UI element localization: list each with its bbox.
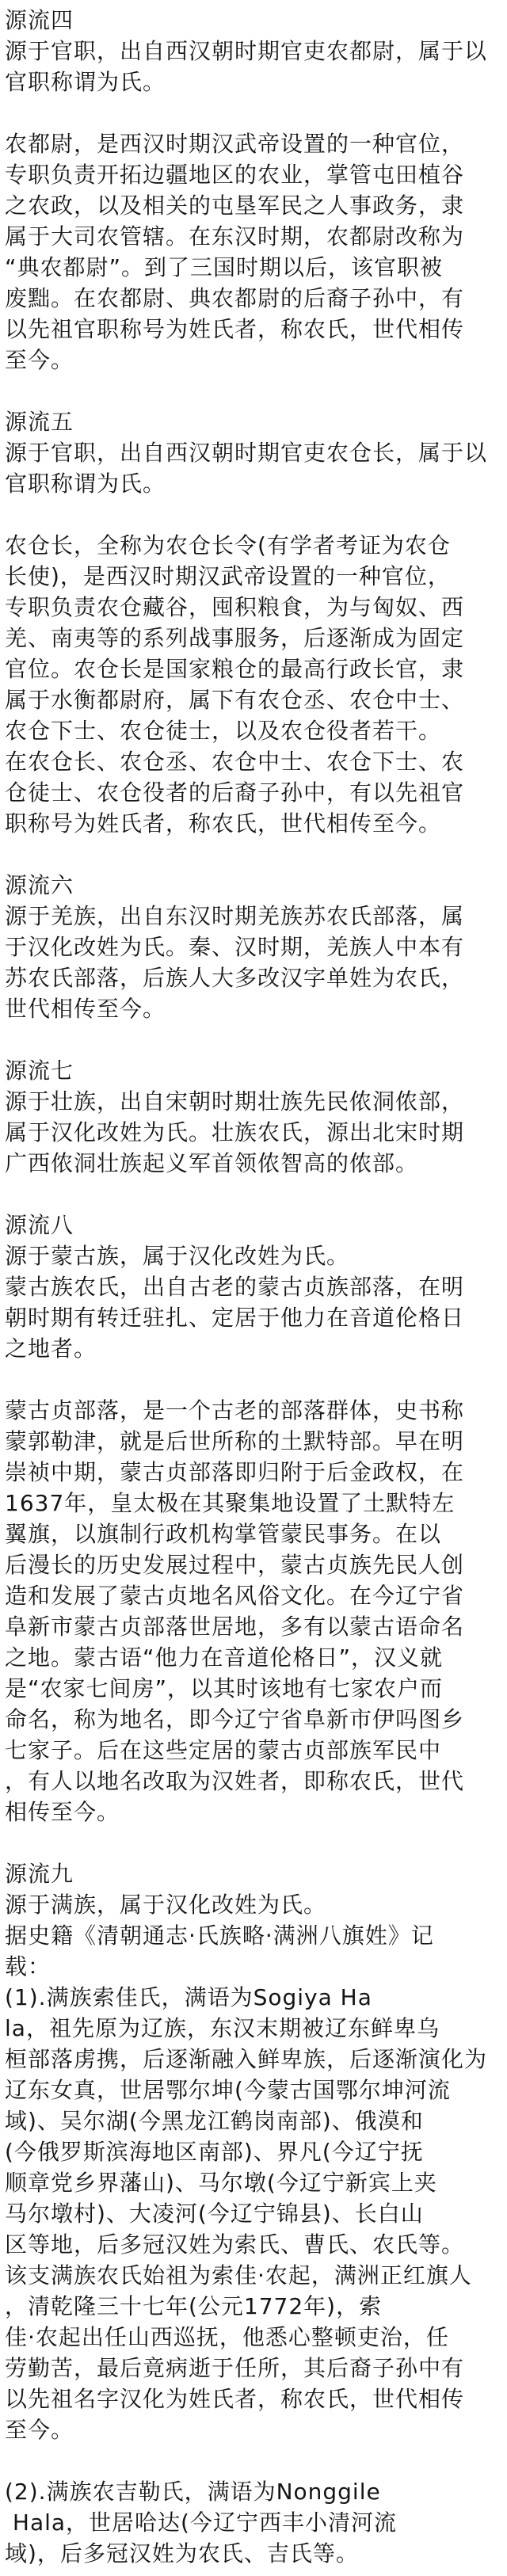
paragraph — [5, 1086, 501, 1179]
source-section — [5, 5, 501, 375]
text-line: 劳勤苦，最后竟病逝于任所，其后裔子孙中有 — [5, 2355, 465, 2381]
text-line: 源于官职，出自西汉朝时期官吏农都尉，属于以 — [5, 38, 488, 64]
text-line: 源于蒙古族，属于汉化改姓为氏。 — [5, 1243, 350, 1269]
section-title: 源流七 — [5, 1057, 74, 1084]
text-line: ，清乾隆三十七年(公元1772年)，索 — [5, 2293, 383, 2319]
source-section — [5, 1210, 501, 1827]
text-line: 崇祯中期，蒙古贞部落即归附于后金政权，在 — [5, 1459, 465, 1485]
text-line: 羌、南夷等的系列战事服务，后逐渐成为固定 — [5, 625, 465, 651]
text-line: 官职称谓为氏。 — [5, 471, 166, 497]
paragraph — [5, 437, 501, 499]
text-line: 农都尉，是西汉时期汉武帝设置的一种官位， — [5, 131, 465, 157]
text-line: Hala，世居哈达(今辽宁西丰小清河流 — [5, 2509, 397, 2536]
text-line: 蒙古族农氏，出自古老的蒙古贞族部落，在明 — [5, 1274, 465, 1300]
text-line: 造和发展了蒙古贞地名风俗文化。在今辽宁省 — [5, 1583, 465, 1609]
text-line: 专职负责开拓边疆地区的农业，掌管屯田植谷 — [5, 162, 465, 188]
text-line: 之地者。 — [5, 1336, 97, 1362]
text-line: 辽东女真，世居鄂尔坤(今蒙古国鄂尔坤河流 — [5, 2077, 451, 2103]
text-line: 七家子。后在这些定居的蒙古贞部族军民中 — [5, 1737, 442, 1763]
section-title: 源流八 — [5, 1212, 74, 1238]
text-line: 该支满族农氏始祖为索佳·农起，满洲正红旗人 — [5, 2262, 472, 2288]
source-section — [5, 1858, 501, 2569]
text-line: 世代相传至今。 — [5, 996, 166, 1022]
text-line: ，有人以地名改取为汉姓者，即称农氏，世代 — [5, 1768, 465, 1794]
text-line: 区等地，后多冠汉姓为索氏、曹氏、农氏等。 — [5, 2231, 465, 2258]
text-line: 至今。 — [5, 2417, 74, 2443]
text-line: 后漫长的历史发展过程中，蒙古贞族先民人创 — [5, 1552, 465, 1578]
text-line: (今俄罗斯滨海地区南部)、界凡(今辽宁抚 — [5, 2139, 424, 2165]
text-line: 蒙古贞部落，是一个古老的部落群体，史书称 — [5, 1397, 465, 1423]
text-line: 广西侬洞壮族起义军首领侬智高的侬部。 — [5, 1150, 419, 1176]
text-line: 蒙郭勒津，就是后世所称的土默特部。早在明 — [5, 1428, 465, 1454]
text-line: 1637年，皇太极在其聚集地设置了土默特左 — [5, 1490, 456, 1516]
paragraph — [5, 1395, 501, 1827]
text-line: 载： — [5, 1953, 51, 1980]
text-line: (1).满族索佳氏，满语为Sogiya Ha — [5, 1984, 372, 2010]
text-line: 源于官职，出自西汉朝时期官吏农仓长，属于以 — [5, 440, 488, 466]
text-line: 长使)，是西汉时期汉武帝设置的一种官位， — [5, 563, 451, 589]
text-line: 属于大司农管辖。在东汉时期，农都尉改称为 — [5, 223, 465, 250]
section-title: 源流五 — [5, 409, 74, 435]
text-line: 属于汉化改姓为氏。壮族农氏，源出北宋时期 — [5, 1119, 465, 1145]
text-line: 仓徒士、农仓役者的后裔子孙中，有以先祖官 — [5, 779, 465, 806]
text-line: 源于满族，属于汉化改姓为氏。 — [5, 1892, 327, 1918]
text-line: 于汉化改姓为氏。秦、汉时期，羌族人中本有 — [5, 934, 465, 960]
text-line: 源于羌族，出自东汉时期羌族苏农氏部落，属 — [5, 903, 465, 929]
paragraph — [5, 1889, 501, 2445]
section-title: 源流六 — [5, 872, 74, 898]
text-line: la，祖先原为辽族，东汉末期被辽东鲜卑乌 — [5, 2015, 440, 2041]
text-line: 之农政，以及相关的屯垦军民之人事政务，隶 — [5, 192, 465, 219]
text-line: 源于壮族，出自宋朝时期壮族先民侬洞侬部， — [5, 1088, 465, 1115]
text-line: 相传至今。 — [5, 1799, 120, 1825]
text-line: 朝时期有转迁驻扎、定居于他力在音道伦格日 — [5, 1305, 465, 1331]
text-line: 以先祖官职称号为姓氏者，称农氏，世代相传 — [5, 316, 465, 342]
text-line: 佳·农起出任山西巡抚，他悉心整顿吏治，任 — [5, 2324, 449, 2350]
text-line: 桓部落虏携，后逐渐融入鲜卑族，后逐渐演化为 — [5, 2046, 488, 2072]
text-line: 顺章党乡界藩山)、马尔墩(今辽宁新宾上夹 — [5, 2170, 437, 2196]
text-line: 翼旗，以旗制行政机构掌管蒙民事务。在以 — [5, 1521, 442, 1547]
section-title: 源流四 — [5, 7, 74, 33]
paragraph — [5, 901, 501, 1024]
text-line: 专职负责农仓藏谷，囤积粮食，为与匈奴、西 — [5, 594, 465, 620]
text-line: 马尔墩村)、大凌河(今辽宁锦县)、长白山 — [5, 2201, 424, 2227]
text-line: 命名，称为地名，即今辽宁省阜新市伊吗图乡 — [5, 1706, 465, 1732]
source-section — [5, 1055, 501, 1179]
source-section — [5, 870, 501, 1024]
text-line: 阜新市蒙古贞部落世居地，多有以蒙古语命名 — [5, 1614, 465, 1640]
paragraph — [5, 530, 501, 839]
text-line: 以先祖名字汉化为姓氏者，称农氏，世代相传 — [5, 2386, 465, 2412]
text-line: “典农都尉”。到了三国时期以后，该官职被 — [5, 254, 444, 280]
text-line: 官位。农仓长是国家粮仓的最高行政长官，隶 — [5, 656, 465, 682]
text-line: 是“农家七间房”，以其时该地有七家农户而 — [5, 1675, 444, 1701]
source-section — [5, 406, 501, 839]
paragraph — [5, 36, 501, 97]
text-line: 在农仓长、农仓丞、农仓中士、农仓下士、农 — [5, 749, 465, 775]
text-line: 苏农氏部落，后族人大多改汉字单姓为农氏， — [5, 965, 465, 991]
text-line: 域)，后多冠汉姓为农氏、吉氏等。 — [5, 2540, 359, 2566]
text-line: 据史籍《清朝通志·氏族略·满洲八旗姓》记 — [5, 1922, 434, 1949]
text-line: 农仓下士、农仓徒士，以及农仓役者若干。 — [5, 718, 442, 744]
text-line: 属于水衡都尉府，属下有农仓丞、农仓中士、 — [5, 687, 465, 713]
text-line: 官职称谓为氏。 — [5, 69, 166, 95]
text-line: (2).满族农吉勒氏，满语为Nonggile — [5, 2479, 381, 2505]
section-title: 源流九 — [5, 1861, 74, 1887]
text-line: 农仓长，全称为农仓长令(有学者考证为农仓 — [5, 532, 451, 558]
text-line: 之地。蒙古语“他力在音道伦格日”，汉义就 — [5, 1644, 444, 1671]
text-line: 域)、吴尔湖(今黑龙江鹤岗南部)、俄漠和 — [5, 2108, 424, 2134]
paragraph — [5, 2476, 501, 2569]
text-line: 职称号为姓氏者，称农氏，世代相传至今。 — [5, 810, 442, 836]
text-line: 废黜。在农都尉、典农都尉的后裔子孙中，有 — [5, 285, 465, 311]
text-line: 至今。 — [5, 347, 74, 373]
paragraph — [5, 128, 501, 375]
paragraph — [5, 1240, 501, 1364]
